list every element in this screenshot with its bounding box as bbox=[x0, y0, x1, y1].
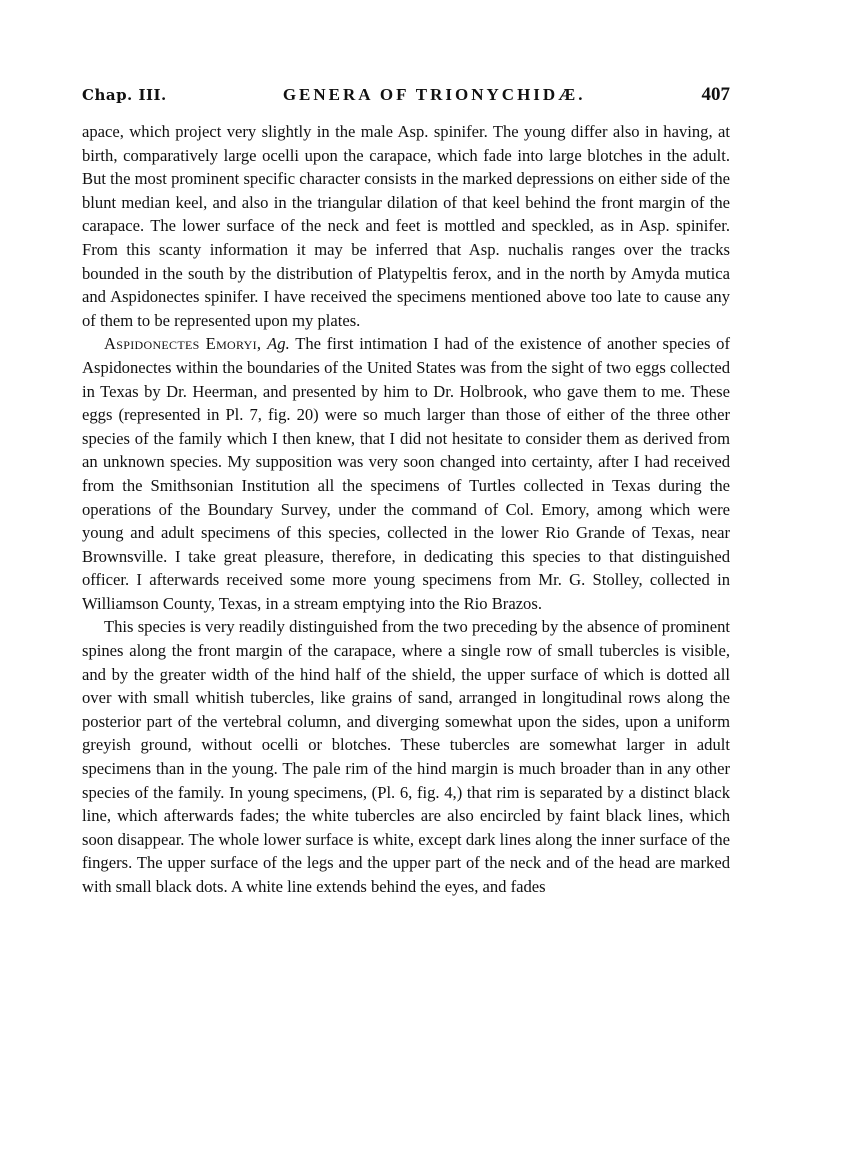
book-page bbox=[82, 84, 730, 899]
paragraph-1: apace, which project very slightly in the male Asp. spinifer. The young differ also in having, at birth, comparatively large ocelli upon the carapace, which fade into large blotches in the adult. But the most prominent specific character consists in the marked depressions on either side of the blunt median keel, and also in the triangular dilation of that keel behind the front margin of the carapace. The lower surface of the neck and feet is mottled and speckled, as in Asp. spinifer. From this scanty information it may be inferred that Asp. nuchalis ranges over the tracks bounded in the south by the distribution of Platypeltis ferox, and in the north by Amyda mutica and Aspidonectes spinifer. I have received the specimens mentioned above too late to cause any of them to be represented upon my plates. bbox=[82, 122, 730, 330]
species-author: Ag. bbox=[267, 334, 290, 354]
paragraph-3: This species is very readily distinguished from the two preceding by the absence of prominent spines along the front margin of the carapace, where a single row of small tubercles is visible, and by the greater width of the hind half of the shield, the upper surface of which is dotted all over with small whitish tubercles, like grains of sand, arranged in longitudinal rows along the posterior part of the vertebral column, and diverging somewhat upon the sides, upon a uniform greyish ground, without ocelli or blotches. These tubercles are somewhat larger in adult specimens than in the young. The pale rim of the hind margin is much broader than in any other species of the family. In young specimens, (Pl. 6, fig. 4,) that rim is separated by a distinct black line, which afterwards fades; the white tubercles are also encircled by faint black lines, which soon disappear. The whole lower surface is white, except dark lines along the inner surface of the fingers. The upper surface of the legs and the upper part of the neck and of the head are marked with small black dots. A white line extends behind the eyes, and fades bbox=[82, 617, 730, 896]
section-title: GENERA OF TRIONYCHIDÆ. bbox=[282, 85, 586, 104]
paragraph-2 bbox=[82, 332, 730, 615]
body-text bbox=[82, 120, 730, 899]
paragraph-2-text: The first intimation I had of the existence of another species of Aspidonectes within the boundaries of the United States was from the sight of two eggs collected in Texas by Dr. Heerman, and presented by him to Dr. Holbrook, who gave them to me. These eggs (represented in Pl. 7, fig. 20) were so much larger than those of either of the three other species of the family which I then knew, that I did not hesitate to consider them as derived from an unknown species. My supposition was very soon changed into certainty, after I had received from the Smithsonian Institution all the specimens of Turtles collected in Texas during the operations of the Boundary Survey, under the command of Col. Emory, among which were young and adult specimens of this species, collected in the lower Rio Grande of Texas, near Brownsville. I take great pleasure, therefore, in dedicating this species to that distinguished officer. I afterwards received some more young specimens from Mr. G. Stolley, collected in Williamson County, Texas, in a stream emptying into the Rio Brazos. bbox=[82, 334, 730, 613]
running-head bbox=[82, 84, 730, 120]
species-heading: Aspidonectes Emoryi, bbox=[104, 334, 262, 354]
page-number: 407 bbox=[701, 84, 730, 105]
chapter-label: Chap. III. bbox=[82, 86, 167, 104]
